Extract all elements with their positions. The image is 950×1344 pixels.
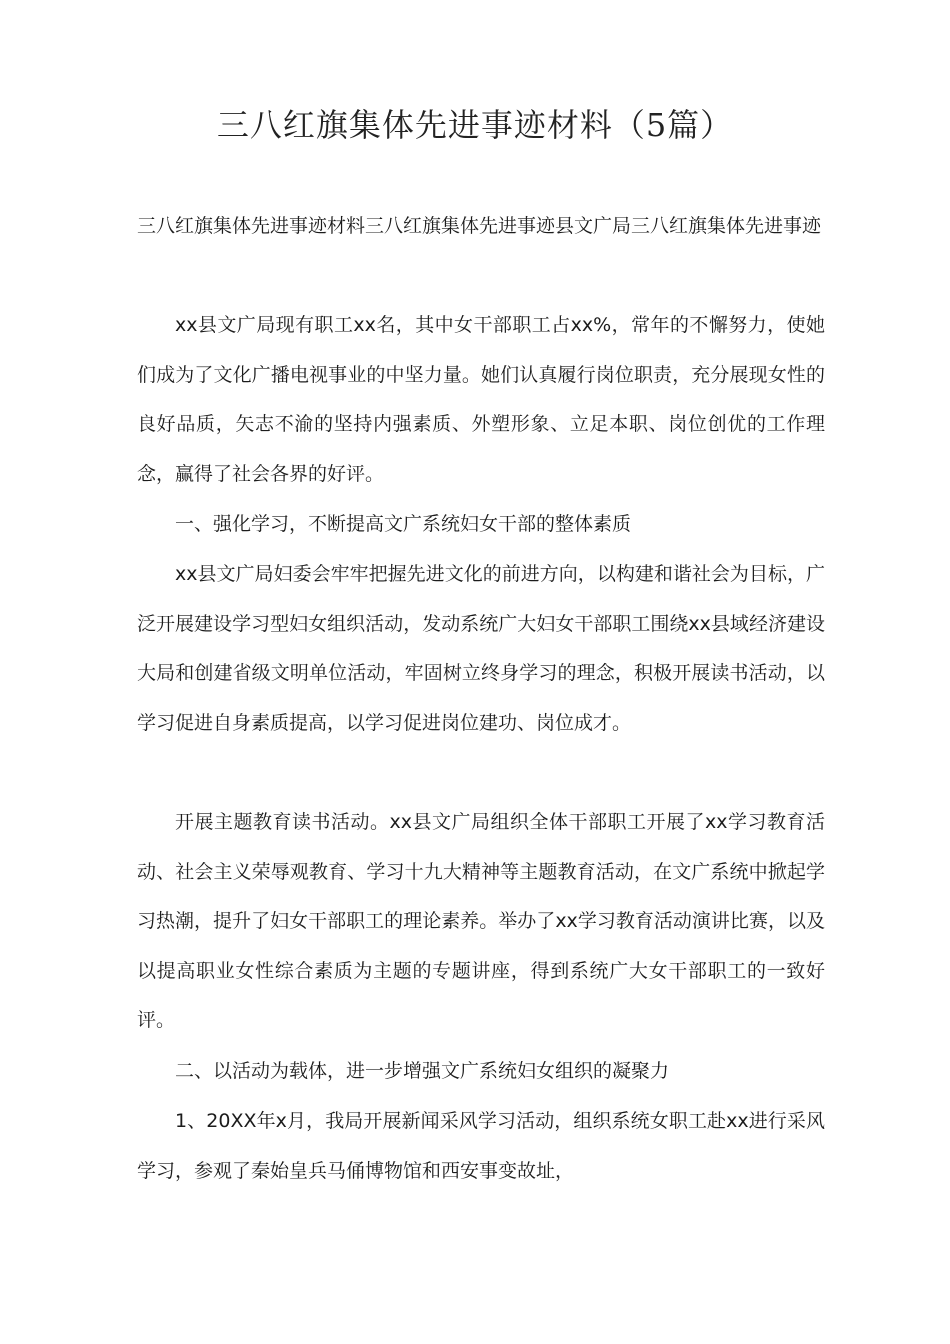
section-heading-2: 二、以活动为载体，进一步增强文广系统妇女组织的凝聚力 [175, 1060, 670, 1082]
section-heading-1: 一、强化学习，不断提高文广系统妇女干部的整体素质 [175, 513, 632, 535]
document-title: 三八红旗集体先进事迹材料（5篇） [216, 106, 734, 144]
paragraph-reading-activity: 开展主题教育读书活动。xx县文广局组织全体干部职工开展了xx学习教育活动、社会主义荣辱观教育、学习十九大精神等主题教育活动，在文广系统中掀起学习热潮，提升了妇女干部职工的理论素养。举办了xx学习教育活动演讲比赛，以及以提高职业女性综合素质为主题的专题讲座，得到系统广大女干部职工的一致好评。 [137, 811, 825, 1032]
paragraph-learning: xx县文广局妇委会牢牢把握先进文化的前进方向，以构建和谐社会为目标，广泛开展建设学习型妇女组织活动，发动系统广大妇女干部职工围绕xx县域经济建设大局和创建省级文明单位活动，牢固树立终身学习的理念，积极开展读书活动，以学习促进自身素质提高，以学习促进岗位建功、岗位成才。 [137, 563, 825, 734]
paragraph-activity-1: 1、20XX年x月，我局开展新闻采风学习活动，组织系统女职工赴xx进行采风学习，参观了秦始皇兵马俑博物馆和西安事变故址， [137, 1110, 825, 1182]
paragraph-overview: xx县文广局现有职工xx名，其中女干部职工占xx%，常年的不懈努力，使她们成为了文化广播电视事业的中坚力量。她们认真履行岗位职责，充分展现女性的良好品质，矢志不渝的坚持内强素质、外塑形象、立足本职、岗位创优的工作理念，赢得了社会各界的好评。 [137, 314, 825, 485]
paragraph-intro: 三八红旗集体先进事迹材料三八红旗集体先进事迹县文广局三八红旗集体先进事迹 [137, 215, 822, 237]
